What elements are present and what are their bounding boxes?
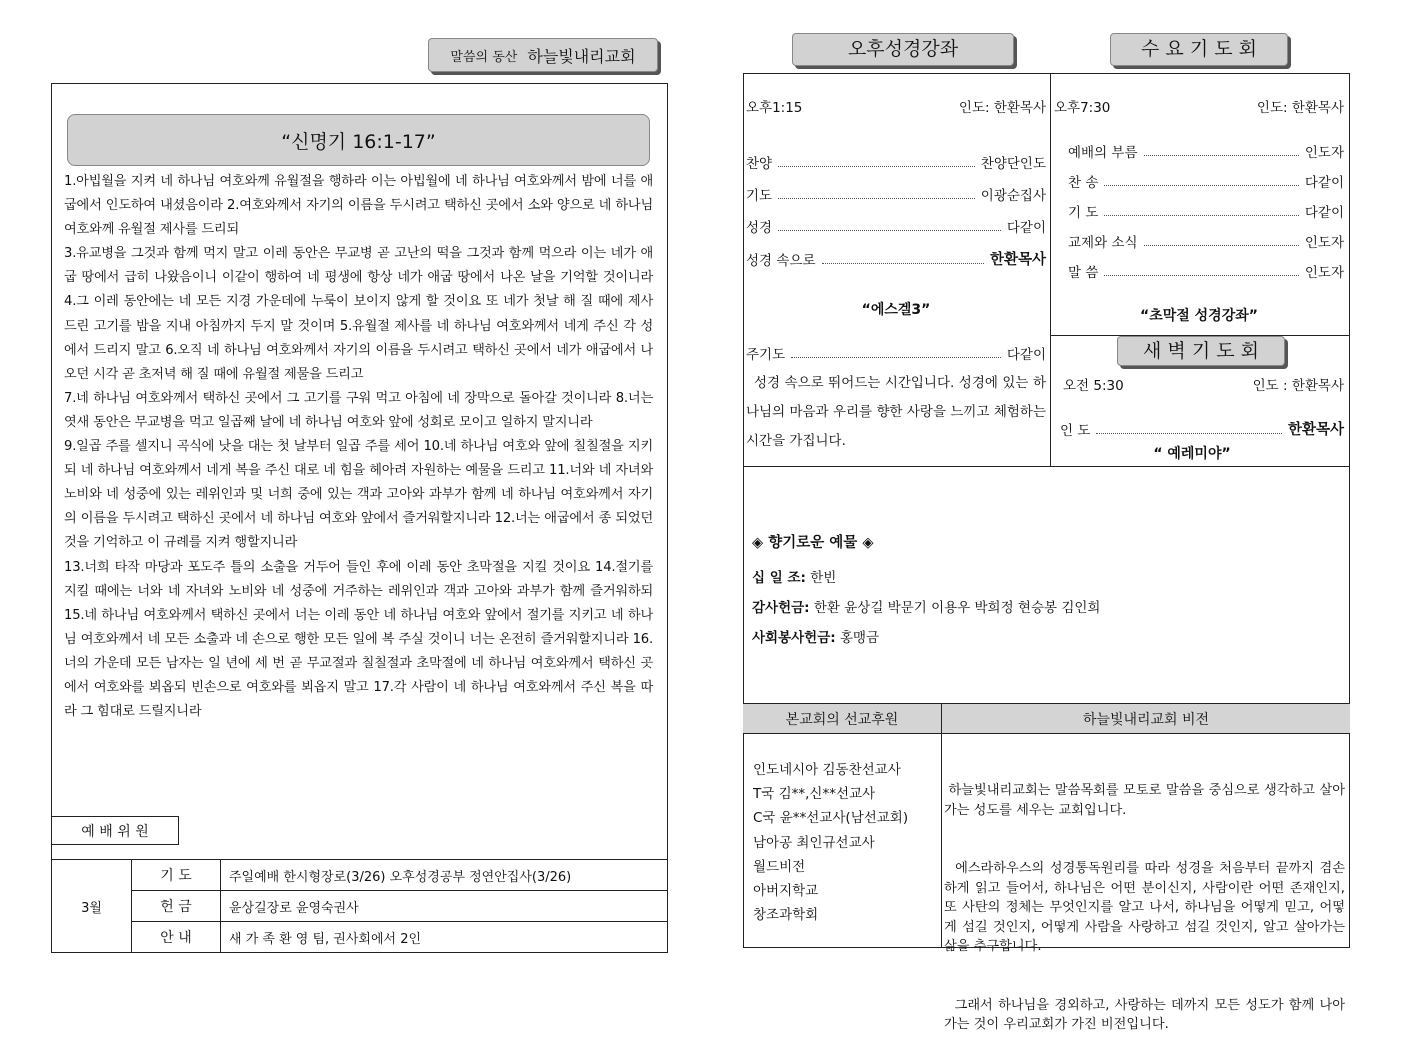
offering-title: ◈ 향기로운 예물 ◈: [752, 535, 874, 551]
dawn-header-label: 새 벽 기 도 회: [1143, 340, 1259, 362]
program-value: 다같이: [1304, 175, 1344, 191]
program-row: [1068, 201, 1344, 221]
vision-header: [942, 703, 1350, 734]
services-bottom-divider: [743, 466, 1350, 467]
scripture-title: “신명기 16:1-17”: [281, 130, 436, 153]
scripture-paragraph: 1.아빕월을 지켜 네 하나님 여호와께 유월절을 행하라 이는 아빕월에 네 하나님 여호와께서 밤에 너를 애굽에서 인도하여 내셨음이라 2.여호와께서 자기의 이름을 두시려고 택하신 곳에서 소와 양으로 네 하나님 여호와께 유월절 제사를 드리되: [64, 174, 653, 238]
mission-item: C국 윤**선교사(남선교회): [753, 810, 909, 827]
committee-detail: 윤상길장로 윤영숙권사: [229, 900, 359, 916]
scripture-paragraph: 7.네 하나님 여호와께서 택하신 곳에서 그 고기를 구워 먹고 아침에 네 장막으로 돌아갈 것이니라 8.너는 엿새 동안은 무교병을 먹고 일곱째 날에 네 하나님 여호와 앞에 성회로 모이고 일하지 말지니라: [64, 390, 653, 430]
program-row: [746, 152, 1046, 172]
offering-line: [752, 566, 1342, 586]
program-row: [1068, 261, 1344, 281]
program-row: [1068, 231, 1344, 251]
program-value: 찬양단인도: [980, 156, 1046, 172]
program-value: 인도자: [1304, 235, 1344, 251]
dawn-leader: 인도 : 한환목사: [1252, 378, 1344, 394]
offering-label: 십 일 조:: [752, 570, 806, 586]
banner-church-name: 하늘빛내리교회: [527, 46, 636, 66]
scripture-paragraph: 13.너희 타작 마당과 포도주 틀의 소출을 거두어 들인 후에 이레 동안 초막절을 지킬 것이요 14.절기를 지킬 때에는 너와 네 자녀와 노비와 네 성중에 거주하는 레위인과 객과 고아와 과부가 함께 즐거워하되 15.네 하나님 여호와께서 택하신 곳에서 너는 이레 동안 네 하나님 여호와 앞에서 절기를 지키고 네 하나님 여호와께서 네 모든 소출과 네 손으로 행한 모든 일에 복 주실 것이니 너는 온전히 즐거워할지니라 16.너의 가운데 모든 남자는 일 년에 세 번 곧 무교절과 칠칠절과 초막절에 네 하나님 여호와께서 택하신 곳에서 여호와를 뵈옵되 빈손으로 여호와를 뵈옵지 말고 17.각 사람이 네 하나님 여호와께서 주신 복을 따라 그 힘대로 드릴지니라: [64, 559, 653, 720]
wednesday-section: [1054, 96, 1344, 325]
dawn-time: 오전 5:30: [1063, 378, 1124, 394]
program-value: 인도자: [1304, 145, 1344, 161]
program-label: 성경 속으로: [746, 253, 816, 269]
committee-label: 예 배 위 원: [81, 823, 149, 840]
banner-tagline: 말씀의 동산: [450, 49, 518, 65]
offering-names: 한환 윤상길 박문기 이용우 박희정 현승봉 김인희: [813, 600, 1101, 616]
offering-label: 감사헌금:: [752, 600, 810, 616]
committee-detail: 주일예배 한시형장로(3/26) 오후성경공부 정연안집사(3/26): [229, 869, 572, 885]
committee-role: 헌 금: [160, 899, 192, 915]
program-value: 이광순집사: [980, 188, 1046, 204]
dawn-header: [1117, 336, 1285, 366]
afternoon-description: 성경 속으로 뛰어드는 시간입니다. 성경에 있는 하나님의 마음과 우리를 향한 사랑을 느끼고 체험하는 시간을 가집니다.: [746, 375, 1046, 449]
afternoon-header-label: 오후성경강좌: [847, 38, 959, 60]
offering-names: 홍맹금: [839, 630, 880, 646]
program-value: 한환목사: [989, 252, 1046, 268]
mission-item: 인도네시아 김동찬선교사: [753, 762, 901, 778]
mission-item: 아버지학교: [753, 883, 819, 900]
committee-role: 안 내: [160, 930, 192, 946]
program-row: [1068, 141, 1344, 161]
program-label: 주기도: [746, 347, 786, 363]
program-row: [1060, 418, 1344, 439]
committee-label-box: [51, 816, 179, 845]
program-label: 말 씀: [1068, 265, 1099, 281]
program-label: 성경: [746, 220, 773, 236]
committee-month-cell: [51, 859, 132, 953]
vision-text: [944, 742, 1350, 1054]
vision-paragraph: 에스라하우스의 성경통독원리를 따라 성경을 처음부터 끝까지 겸손하게 읽고 들어서, 하나님은 어떤 분이신지, 사람이란 어떤 존재인지, 또 사탄의 정체는 무엇인지를 알고 나서, 하나님을 어떻게 믿고, 어떻게 섬길 것인지, 어떻게 사람을 사랑하고 섬길 것인지, 알고 살아가는 삶을 추구합니다.: [944, 861, 1350, 954]
scripture-paragraph: 3.유교병을 그것과 함께 먹지 말고 이레 동안은 무교병 곧 고난의 떡을 그것과 함께 먹으라 이는 네가 애굽 땅에서 급히 나왔음이니 이같이 행하여 네 평생에 항상 네가 애굽 땅에서 나온 날을 기억할 것이니라 4.그 이레 동안에는 네 모든 지경 가운데에 누룩이 보이지 않게 할 것이요 또 네가 첫날 해 질 때에 제사 드린 고기를 밤을 지내 아침까지 두지 말 것이며 5.유월절 제사를 네 하나님 여호와께서 네게 주신 각 성에서 드리지 말고 6.오직 네 하나님 여호와께서 자기의 이름을 두시려고 택하신 곳에서 네가 애굽에서 나오던 시각 곧 초저녁 해 질 때에 유월절 제물을 드리고: [64, 246, 653, 382]
wednesday-header-label: 수 요 기 도 회: [1141, 38, 1257, 60]
committee-detail: 새 가 족 환 영 팀, 권사회에서 2인: [229, 931, 422, 947]
afternoon-leader: 인도: 한환목사: [958, 100, 1046, 116]
program-row: [1068, 171, 1344, 191]
afternoon-header: [792, 33, 1014, 66]
program-value: 다같이: [1304, 205, 1344, 221]
committee-role-cell: [131, 859, 221, 891]
dawn-book: “ 예레미야”: [1153, 446, 1231, 462]
offering-section: [752, 531, 1342, 646]
mission-item: 남아공 최인규선교사: [753, 834, 875, 851]
afternoon-book: “에스겔3”: [861, 302, 931, 318]
program-value: 한환목사: [1287, 422, 1344, 438]
committee-month: 3월: [81, 900, 102, 916]
mission-item: T국 김**,신**선교사: [753, 786, 876, 803]
program-label: 인 도: [1060, 423, 1091, 439]
scripture-text: [64, 170, 653, 724]
offering-line: [752, 626, 1342, 646]
wednesday-leader: 인도: 한환목사: [1256, 100, 1344, 116]
wednesday-topic: “초막절 성경강좌”: [1140, 308, 1258, 324]
scripture-paragraph: 9.일곱 주를 셀지니 곡식에 낫을 대는 첫 날부터 일곱 주를 세어 10.네 하나님 여호와 앞에 칠칠절을 지키되 네 하나님 여호와께서 네게 복을 주신 대로 네 힘을 헤아려 자원하는 예물을 드리고 11.너와 네 자녀와 노비와 네 성중에 있는 레위인과 및 너희 중에 있는 객과 고아와 과부가 함께 네 하나님 여호와께서 자기의 이름을 두시려고 택하신 곳에서 네 하나님 여호와 앞에서 즐거워할지니라 12.너는 애굽에서 종 되었던 것을 기억하고 이 규례를 지켜 행할지니라: [64, 439, 653, 551]
program-row: [746, 343, 1046, 363]
vision-paragraph: 그래서 하나님을 경외하고, 사랑하는 데까지 모든 성도가 함께 나아가는 것이 우리교회가 가진 비전입니다.: [944, 997, 1345, 1032]
offering-label: 사회봉사헌금:: [752, 630, 836, 646]
committee-table: [51, 859, 668, 953]
offering-names: 한빈: [810, 570, 837, 586]
scripture-title-banner: [67, 114, 650, 166]
church-banner: [428, 38, 658, 72]
program-label: 예배의 부름: [1068, 145, 1138, 161]
committee-role-cell: [131, 890, 221, 922]
mission-header-label: 본교회의 선교후원: [785, 711, 899, 728]
vision-header-label: 하늘빛내리교회 비전: [1082, 711, 1210, 728]
program-row: [746, 248, 1046, 269]
committee-detail-cell: [220, 921, 668, 953]
committee-role-cell: [131, 921, 221, 953]
vision-paragraph: 하늘빛내리교회는 말씀목회를 모토로 말씀을 중심으로 생각하고 살아가는 성도를 세우는 교회입니다.: [944, 783, 1345, 818]
afternoon-time: 오후1:15: [746, 100, 803, 116]
vertical-divider: [1050, 73, 1051, 466]
offering-line: [752, 596, 1342, 616]
afternoon-section: [746, 96, 1046, 456]
program-value: 다같이: [1006, 347, 1046, 363]
committee-role: 기 도: [160, 868, 192, 884]
program-label: 찬양: [746, 156, 773, 172]
program-value: 인도자: [1304, 265, 1344, 281]
program-value: 다같이: [1006, 220, 1046, 236]
mission-item: 창조과학회: [753, 907, 819, 924]
wednesday-time: 오후7:30: [1054, 100, 1111, 116]
mission-list: [753, 758, 938, 927]
program-label: 찬 송: [1068, 175, 1099, 191]
program-label: 기 도: [1068, 205, 1099, 221]
mission-item: 월드비전: [753, 858, 806, 875]
program-label: 교제와 소식: [1068, 235, 1138, 251]
program-row: [746, 184, 1046, 204]
program-label: 기도: [746, 188, 773, 204]
wednesday-header: [1110, 33, 1288, 66]
dawn-section: [1060, 374, 1344, 463]
program-row: [746, 216, 1046, 236]
committee-detail-cell: [220, 890, 668, 922]
mission-header: [743, 703, 941, 734]
table-column-divider: [941, 703, 942, 948]
committee-detail-cell: [220, 859, 668, 891]
